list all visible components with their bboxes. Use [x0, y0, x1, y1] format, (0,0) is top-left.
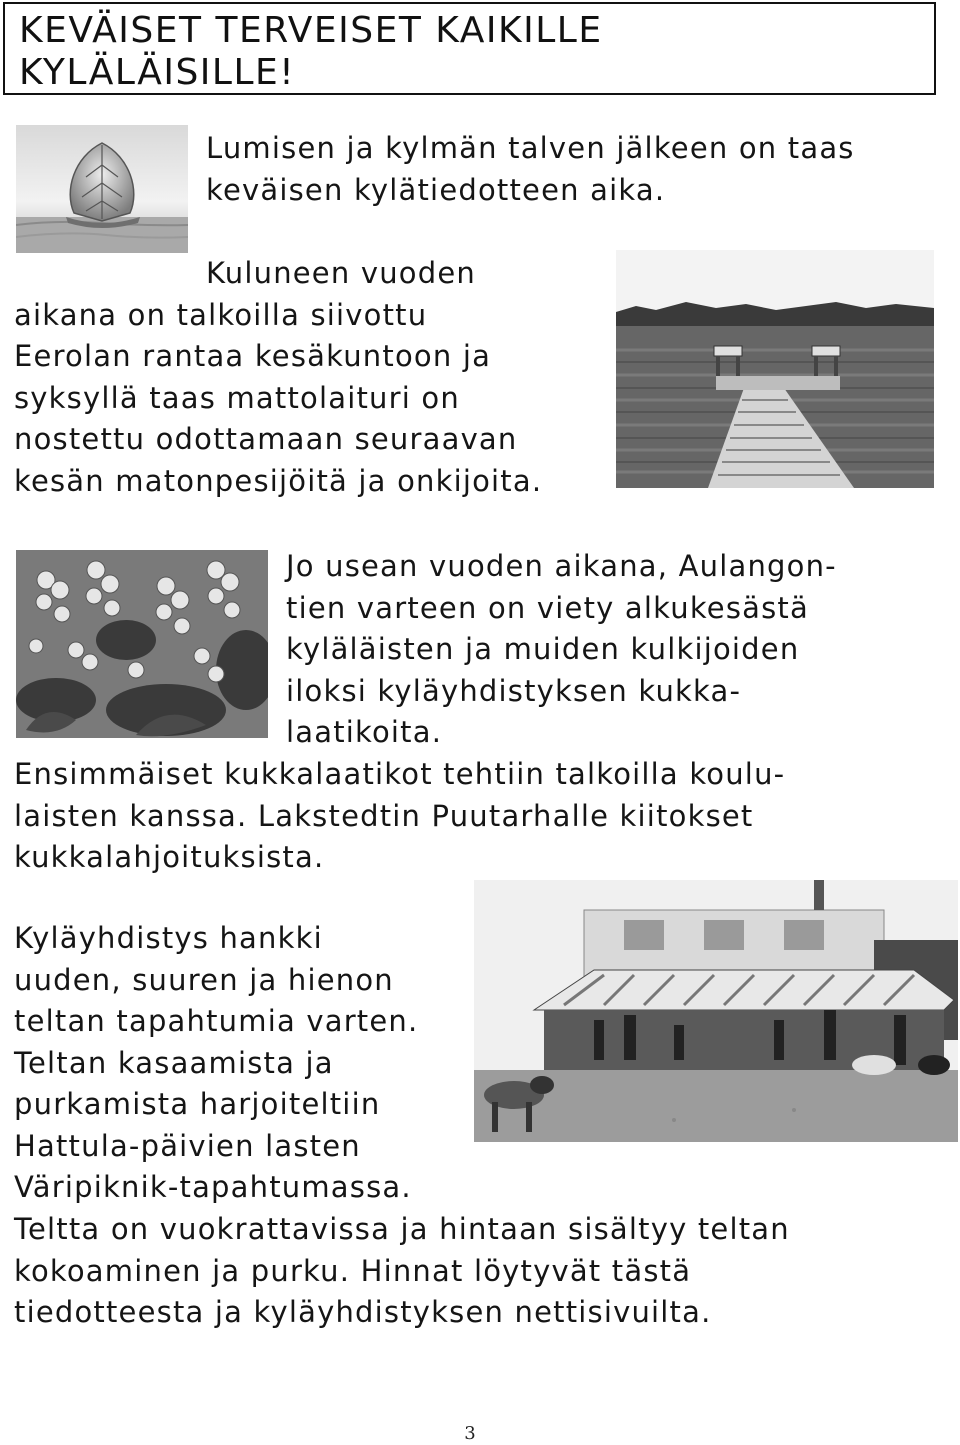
text-line: kyläläisten ja muiden kulkijoiden	[286, 632, 800, 666]
text-line: nostettu odottamaan seuraavan	[14, 422, 518, 456]
text-line: kesän matonpesijöitä ja onkijoita.	[14, 463, 543, 498]
text-line: kokoaminen ja purku. Hinnat löytyvät tästä	[14, 1253, 692, 1288]
text-line: Ensimmäiset kukkalaatikot tehtiin talkoilla koulu-	[14, 757, 786, 791]
flowerbox-paragraph	[286, 546, 837, 754]
text-line: purkamista harjoiteltiin	[14, 1087, 381, 1121]
text-line: syksyllä taas mattolaituri on	[14, 380, 460, 415]
text-line: Hattula-päivien lasten	[14, 1128, 361, 1163]
text-line: uuden, suuren ja hienon	[14, 962, 394, 997]
text-line: teltan tapahtumia varten.	[14, 1004, 419, 1038]
headline-line-2: KYLÄLÄISILLE!	[19, 52, 296, 93]
text-line: tiedotteesta ja kyläyhdistyksen nettisivuilta.	[14, 1295, 712, 1329]
text-line: laatikoita.	[286, 715, 443, 749]
text-line: Kyläyhdistys hankki	[14, 921, 323, 955]
headline-line-1: KEVÄISET TERVEISET KAIKILLE	[19, 10, 603, 51]
beach-paragraph	[14, 253, 542, 502]
text-line: Jo usean vuoden aikana, Aulangon-	[286, 549, 837, 583]
text-line: Teltan kasaamista ja	[14, 1045, 334, 1080]
text-line: keväisen kylätiedotteen aika.	[206, 172, 666, 207]
text-line: Väripiknik-tapahtumassa.	[14, 1170, 412, 1204]
page-number: 3	[464, 1423, 476, 1444]
text-line: Kuluneen vuoden	[206, 256, 476, 290]
pier-lake-photo	[616, 250, 934, 488]
tent-paragraph	[14, 918, 418, 1209]
text-line: Teltta on vuokrattavissa ja hintaan sisältyy teltan	[14, 1212, 790, 1246]
text-line: aikana on talkoilla siivottu	[14, 297, 428, 332]
text-line: iloksi kyläyhdistyksen kukka-	[286, 673, 742, 708]
text-line: tien varteen on viety alkukesästä	[286, 590, 809, 625]
school-paragraph	[14, 754, 785, 879]
rental-paragraph	[14, 1209, 790, 1334]
text-line: kukkalahjoituksista.	[14, 840, 325, 874]
text-line: laisten kanssa. Lakstedtin Puutarhalle kiitokset	[14, 798, 754, 833]
intro-paragraph	[206, 128, 855, 211]
tent-event-photo	[474, 880, 958, 1142]
flowers-photo	[16, 550, 268, 738]
headline-box	[3, 2, 936, 95]
leaf-on-water-photo	[16, 125, 188, 253]
text-line: Lumisen ja kylmän talven jälkeen on taas	[206, 131, 855, 165]
text-line: Eerolan rantaa kesäkuntoon ja	[14, 339, 492, 373]
